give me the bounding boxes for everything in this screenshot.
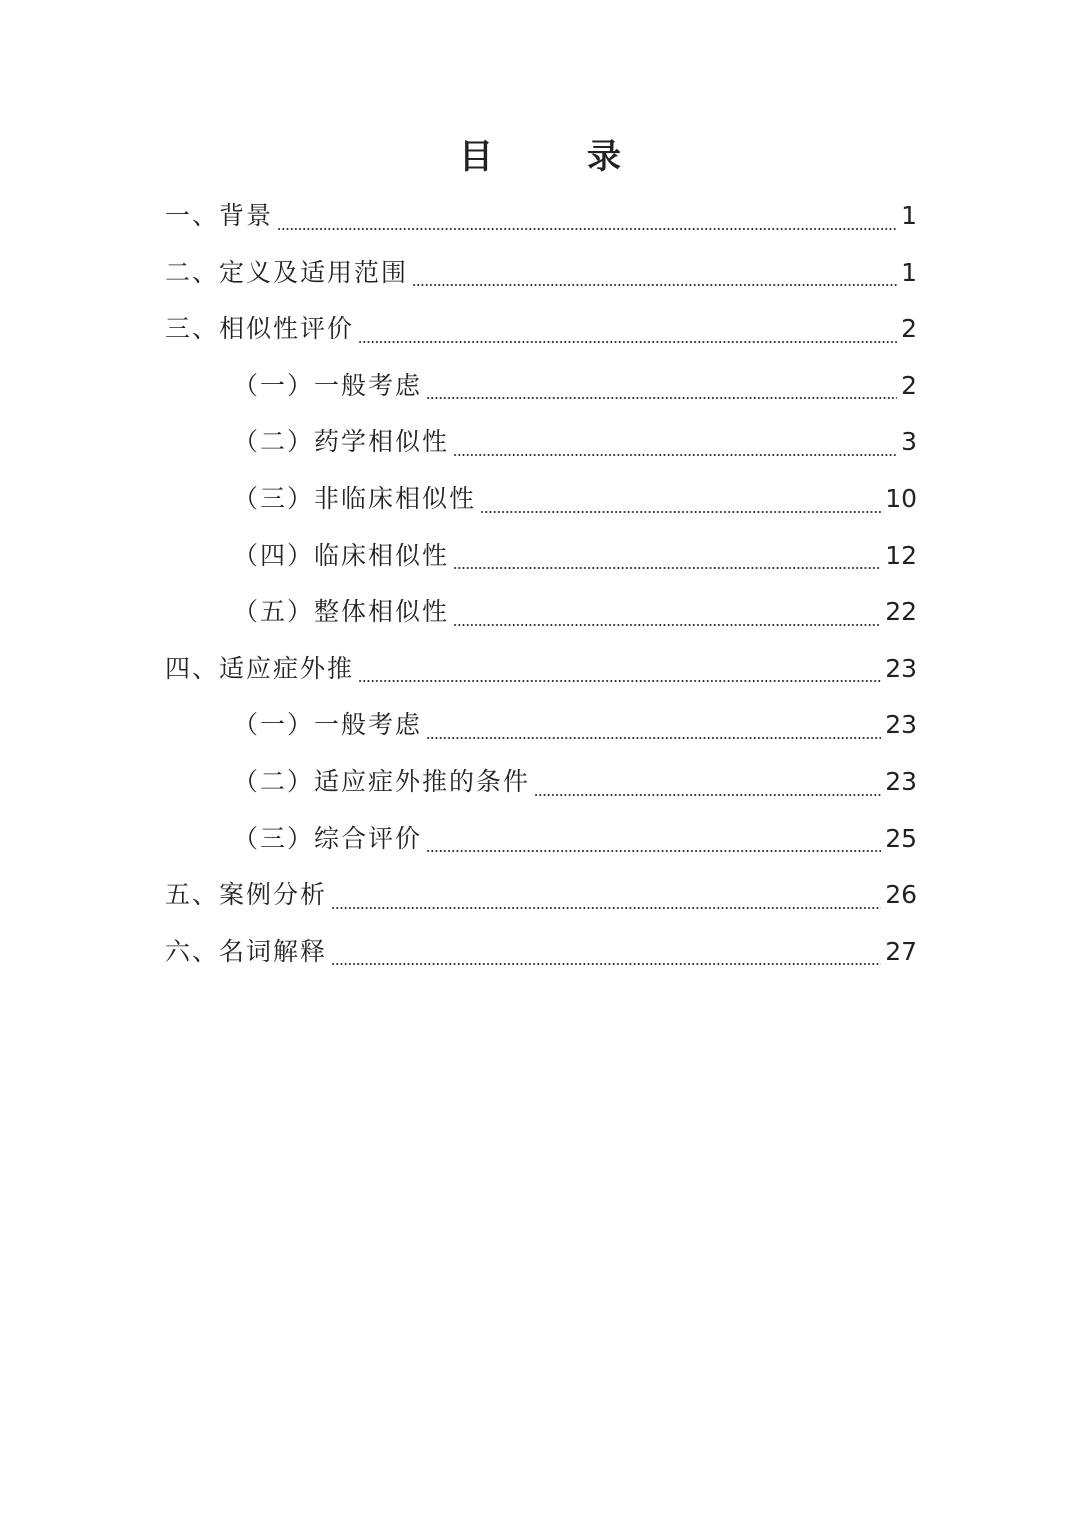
toc-entry-label: 三、相似性评价	[165, 314, 355, 344]
toc-subentry[interactable]	[165, 584, 917, 641]
toc-entry[interactable]	[165, 867, 917, 924]
toc-entry-page: 3	[901, 427, 917, 457]
dot-leader	[426, 737, 881, 739]
toc-entry-page: 10	[885, 483, 917, 513]
toc-subentry[interactable]	[165, 528, 917, 585]
toc-entry-page: 22	[885, 597, 917, 627]
toc-entry[interactable]	[165, 924, 917, 981]
toc-entry-label: （二）适应症外推的条件	[233, 766, 531, 796]
dot-leader	[453, 624, 881, 626]
toc-entry-label: （三）非临床相似性	[233, 483, 477, 513]
toc-entry-page: 23	[885, 653, 917, 683]
toc-entry[interactable]	[165, 245, 917, 302]
toc-subentry[interactable]	[165, 754, 917, 811]
toc-list	[165, 188, 917, 980]
dot-leader	[534, 794, 881, 796]
toc-entry-label: 六、名词解释	[165, 936, 328, 966]
dot-leader	[358, 680, 881, 682]
toc-entry-label: 五、案例分析	[165, 880, 328, 910]
toc-entry-page: 1	[901, 201, 917, 230]
toc-entry-page: 2	[901, 370, 917, 400]
toc-entry[interactable]	[165, 188, 917, 245]
toc-entry-label: （一）一般考虑	[233, 710, 423, 740]
dot-leader	[358, 341, 897, 343]
toc-entry-page: 26	[885, 880, 917, 910]
toc-title: 目 录	[459, 137, 651, 177]
toc-entry-page: 25	[885, 823, 917, 853]
toc-entry-label: （二）药学相似性	[233, 427, 450, 457]
toc-entry-page: 2	[901, 314, 917, 344]
toc-subentry[interactable]	[165, 414, 917, 471]
toc-entry-label: （五）整体相似性	[233, 597, 450, 627]
toc-entry-page: 27	[885, 936, 917, 966]
toc-subentry[interactable]	[165, 697, 917, 754]
dot-leader	[453, 567, 881, 569]
toc-subentry[interactable]	[165, 358, 917, 415]
toc-subentry[interactable]	[165, 471, 917, 528]
toc-entry-page: 23	[885, 766, 917, 796]
toc-subentry[interactable]	[165, 811, 917, 868]
dot-leader	[453, 454, 897, 456]
toc-entry-label: 一、背景	[165, 201, 274, 230]
toc-entry-label: （一）一般考虑	[233, 370, 423, 400]
dot-leader	[331, 963, 881, 965]
dot-leader	[412, 284, 897, 286]
toc-entry-label: 四、适应症外推	[165, 653, 355, 683]
dot-leader	[426, 850, 881, 852]
toc-entry-label: 二、定义及适用范围	[165, 257, 409, 287]
toc-entry-label: （四）临床相似性	[233, 540, 450, 570]
toc-entry-page: 12	[885, 540, 917, 570]
toc-entry-page: 1	[901, 257, 917, 287]
dot-leader	[331, 907, 881, 909]
dot-leader	[480, 511, 881, 513]
toc-entry[interactable]	[165, 641, 917, 698]
dot-leader	[426, 397, 897, 399]
toc-entry-label: （三）综合评价	[233, 823, 423, 853]
dot-leader	[277, 228, 897, 230]
toc-entry[interactable]	[165, 301, 917, 358]
toc-entry-page: 23	[885, 710, 917, 740]
